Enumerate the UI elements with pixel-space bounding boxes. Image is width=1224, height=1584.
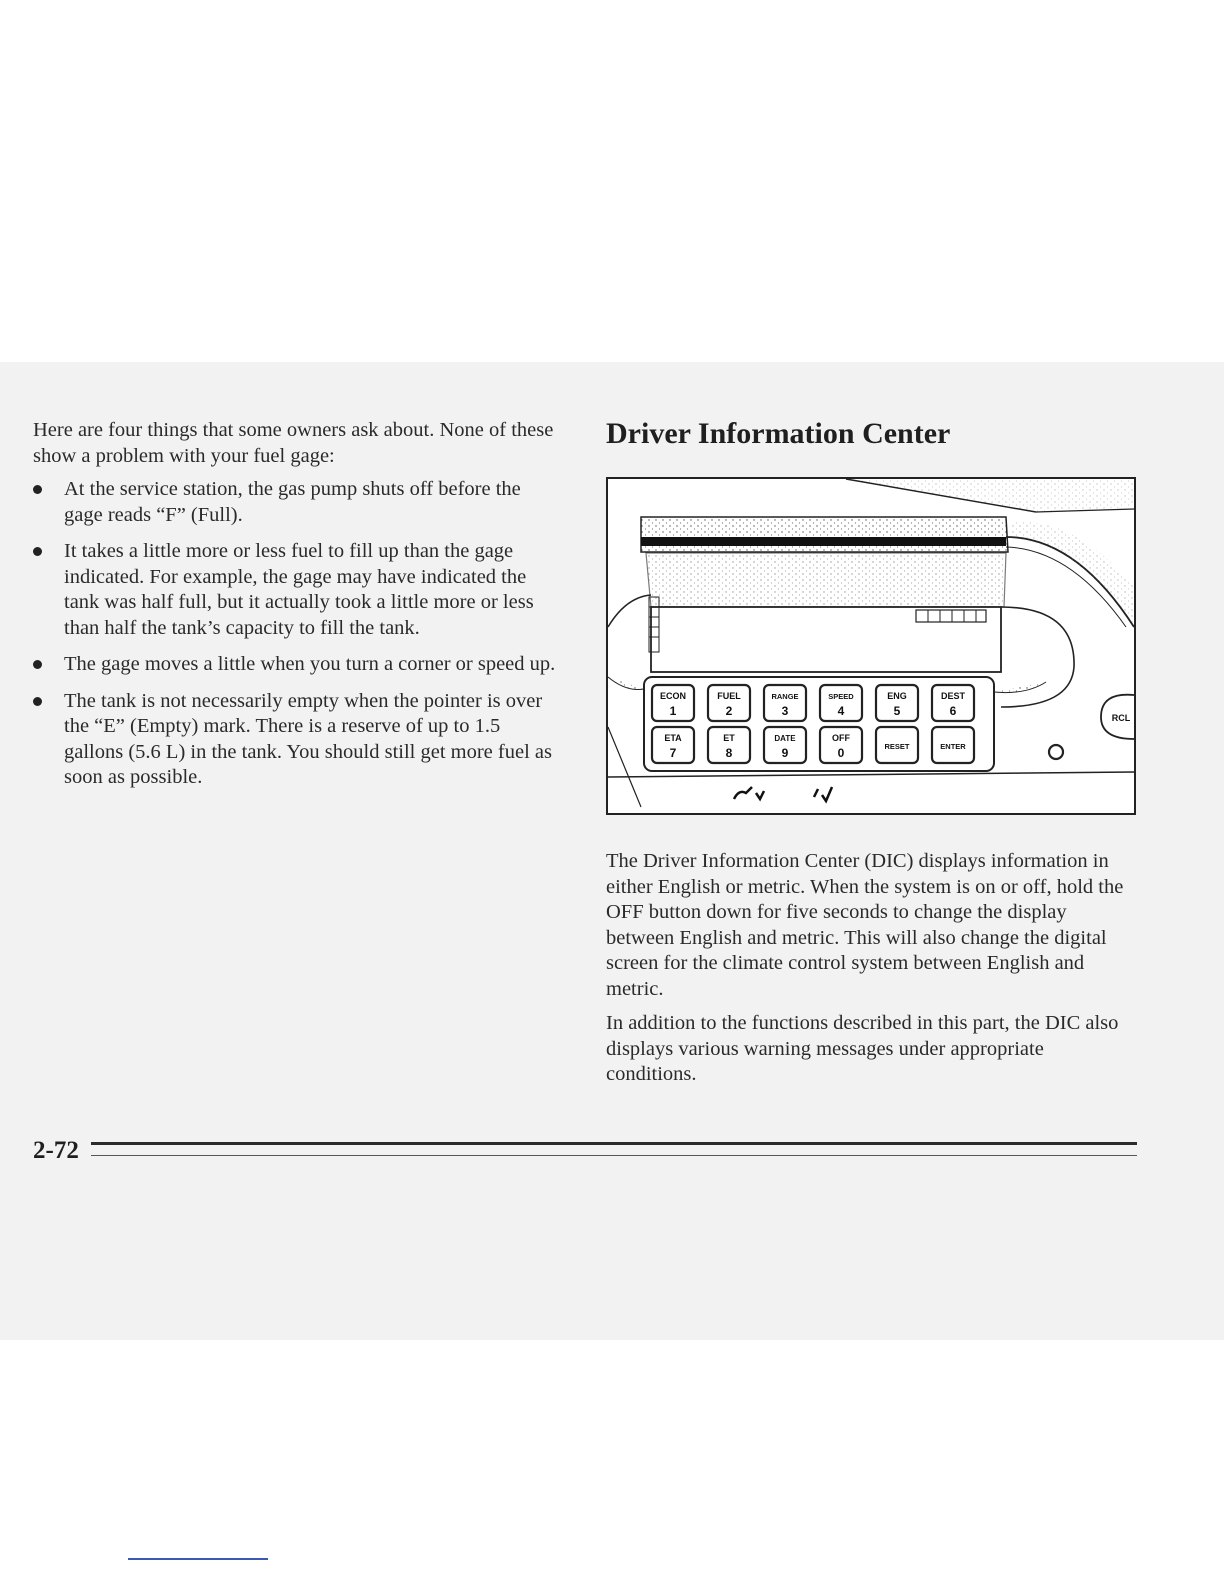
svg-text:2: 2 xyxy=(725,704,733,718)
svg-text:9: 9 xyxy=(781,746,789,760)
page-number: 2-72 xyxy=(33,1137,79,1164)
bullet-list xyxy=(33,477,558,791)
button-label-et: ET xyxy=(723,733,735,743)
intro-paragraph: Here are four things that some owners ask about. None of these show a problem with your fuel gage: xyxy=(33,419,554,467)
description-paragraph-2: In addition to the functions described in this part, the DIC also displays various warning messages under appropriate conditions. xyxy=(606,1012,1119,1085)
right-column xyxy=(606,414,1136,454)
dic-description xyxy=(606,849,1126,1097)
svg-text:7: 7 xyxy=(669,746,677,760)
button-label-fuel: FUEL xyxy=(717,691,741,701)
button-label-eta: ETA xyxy=(664,733,682,743)
svg-text:5: 5 xyxy=(893,704,901,718)
bullet-icon xyxy=(33,660,42,669)
left-column xyxy=(33,418,558,802)
bullet-icon xyxy=(33,485,42,494)
button-label-speed: SPEED xyxy=(828,692,854,701)
button-label-reset: RESET xyxy=(884,742,910,751)
button-label-range: RANGE xyxy=(771,692,799,701)
button-label-dest: DEST xyxy=(940,691,966,701)
page-footer xyxy=(33,1136,1139,1166)
button-label-off: OFF xyxy=(832,733,850,743)
svg-text:8: 8 xyxy=(725,746,733,760)
svg-text:0: 0 xyxy=(837,746,845,760)
svg-text:3: 3 xyxy=(781,704,789,718)
footer-rule-thin xyxy=(91,1155,1137,1156)
list-item: At the service station, the gas pump shuts off before the gage reads “F” (Full). xyxy=(33,477,558,528)
list-item: The gage moves a little when you turn a corner or speed up. xyxy=(33,652,558,678)
button-label-enter: ENTER xyxy=(940,742,966,751)
rcl-label: RCL xyxy=(1111,713,1131,723)
button-label-date: DATE xyxy=(774,734,796,743)
dic-illustration xyxy=(606,477,1136,815)
svg-text:4: 4 xyxy=(837,704,845,718)
svg-text:6: 6 xyxy=(949,704,957,718)
description-paragraph-1: The Driver Information Center (DIC) displays information in either English or metric. When the system is on or off, hold the OFF button down for five seconds to change the display between English and metric. This will also change the digital screen for the climate control system between English and metric. xyxy=(606,850,1124,1000)
section-heading: Driver Information Center xyxy=(606,417,951,450)
list-item: The tank is not necessarily empty when the pointer is over the “E” (Empty) mark. There is a reserve of up to 1.5 gallons (5.6 L) in the tank. You should still get more fuel as soon as possible. xyxy=(33,689,558,791)
button-label-eng: ENG xyxy=(887,691,907,701)
bullet-icon xyxy=(33,697,42,706)
svg-text:1: 1 xyxy=(669,704,677,718)
bottom-link-underline xyxy=(128,1558,268,1560)
footer-rule xyxy=(91,1142,1137,1145)
list-item: It takes a little more or less fuel to fill up than the gage indicated. For example, the gage may have indicated the tank was half full, but it actually took a little more or less than half the tank’s capacity to fill the tank. xyxy=(33,539,558,641)
button-label-econ: ECON xyxy=(659,691,687,701)
bullet-icon xyxy=(33,547,42,556)
indicator-circle-icon xyxy=(1049,745,1063,759)
